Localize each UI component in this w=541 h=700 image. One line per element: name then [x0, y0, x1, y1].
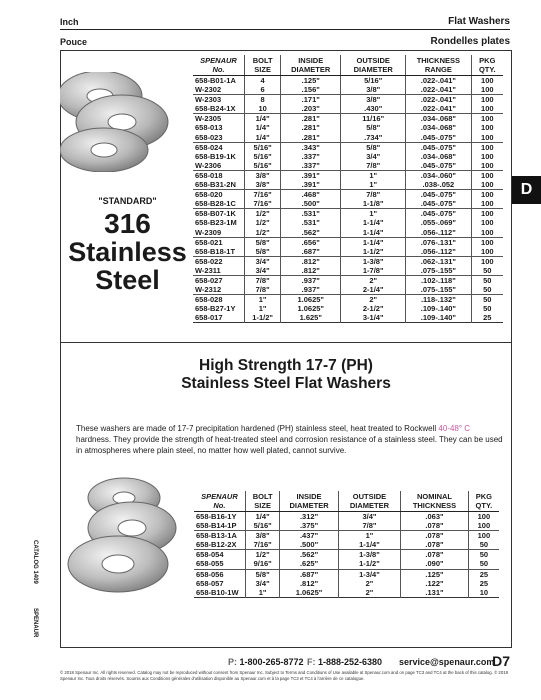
table-cell: 3/4" [245, 579, 280, 588]
header-top [60, 14, 510, 30]
table-high-strength-washers [194, 491, 499, 598]
column-header: OUTSIDE DIAMETER [341, 55, 406, 76]
table-cell: .109-.140" [406, 304, 471, 313]
table-cell: 11/16" [341, 114, 406, 124]
table-cell: 1/2" [245, 228, 281, 238]
table-cell: 1/2" [245, 550, 280, 560]
table-row [193, 313, 503, 323]
table-cell: 100 [471, 114, 503, 124]
table-cell: .375" [280, 521, 338, 531]
table-row [193, 285, 503, 295]
table-cell: 5/8" [245, 237, 281, 247]
table-cell: .045-.075" [406, 199, 471, 209]
column-header: BOLT SIZE [245, 491, 280, 512]
table-cell: .034-.060" [406, 170, 471, 180]
table-cell: 7/16" [245, 199, 281, 209]
table-cell: 7/8" [341, 161, 406, 171]
table-cell: 1-1/4" [338, 540, 401, 550]
table-row [193, 199, 503, 209]
table-cell: .131" [401, 588, 469, 598]
part-number: 658-018 [193, 170, 245, 180]
table-cell: .281" [281, 123, 341, 132]
header-inch: Inch [60, 17, 79, 27]
table-cell: 2-1/2" [341, 304, 406, 313]
table-cell: .281" [281, 133, 341, 143]
table-cell: .531" [281, 209, 341, 219]
table-cell: 5/16" [245, 152, 281, 161]
table-cell: 1" [341, 170, 406, 180]
table-cell: 100 [471, 76, 503, 86]
table-cell: 3/8" [245, 180, 281, 190]
table-cell: 5/16" [245, 161, 281, 171]
table-cell: 1" [245, 295, 281, 305]
table-row [193, 161, 503, 171]
table-cell: .045-.075" [406, 142, 471, 152]
table-row [194, 588, 499, 598]
table-cell: 1-1/4" [341, 218, 406, 227]
table-cell: 5/8" [245, 247, 281, 257]
table-cell: .034-.068" [406, 123, 471, 132]
table-cell: .687" [281, 247, 341, 257]
high-strength-description [76, 423, 506, 456]
column-header: THICKNESS RANGE [406, 55, 471, 76]
table-cell: 1/4" [245, 133, 281, 143]
table-row [193, 123, 503, 132]
part-number: 658-B01-1A [193, 76, 245, 86]
high-strength-washers-image [66, 476, 186, 594]
stainless-washers-image [60, 72, 178, 172]
table-row [193, 275, 503, 285]
table-row [193, 247, 503, 257]
table-cell: 1-1/2" [338, 559, 401, 569]
column-header: PKG QTY. [468, 491, 499, 512]
table-cell: .122" [401, 579, 469, 588]
fax-number: 1-888-252-6380 [318, 657, 383, 667]
table-cell: 2" [341, 295, 406, 305]
column-header: PKG QTY. [471, 55, 503, 76]
table-cell: .203" [281, 104, 341, 114]
table-cell: .062-.131" [406, 256, 471, 266]
table-cell: 50 [471, 275, 503, 285]
table-cell: 100 [481, 104, 494, 114]
table-cell: .812" [281, 256, 341, 266]
table-row [193, 76, 503, 86]
part-number: W-2306 [193, 161, 245, 171]
part-number: 658-024 [193, 142, 245, 152]
table-cell: .500" [280, 540, 338, 550]
table-cell: 100 [481, 123, 494, 133]
table-row [193, 104, 503, 114]
column-header: NOMINAL THICKNESS [401, 491, 469, 512]
table-cell: 3/8" [245, 531, 280, 541]
table-cell: 3/4" [245, 266, 281, 276]
table-row [193, 209, 503, 219]
table-cell: 1-3/4" [338, 569, 401, 579]
table-cell: 100 [481, 151, 494, 161]
table-cell: 7/8" [245, 285, 281, 295]
desc-part-a: These washers are made of 17-7 precipitation hardened (PH) stainless steel, heat treated to Rockwell [76, 424, 439, 433]
table-row [193, 218, 503, 227]
table-cell: 50 [483, 285, 492, 295]
table-cell: 5/8" [341, 123, 406, 132]
table-row [193, 142, 503, 152]
table-cell: 1/2" [245, 218, 281, 227]
table-row [193, 114, 503, 124]
table-cell: 4 [245, 76, 281, 86]
table-cell: 1.0625" [280, 588, 338, 598]
part-number: 658-B16-1Y [194, 512, 245, 522]
table-cell: 100 [471, 142, 503, 152]
part-number: 658-B28-1C [193, 199, 245, 209]
part-number: 658-B23-1M [193, 218, 245, 227]
table-cell: .125" [401, 569, 469, 579]
phone-contact[interactable] [228, 657, 304, 667]
section-tab[interactable]: D [512, 176, 541, 204]
table-cell: 1/2" [245, 209, 281, 219]
table-cell: 1" [341, 209, 406, 219]
table-cell: 50 [479, 559, 489, 569]
part-number: 658-B14-1P [194, 521, 245, 531]
table-cell: 1-1/2" [341, 247, 406, 257]
table-cell: .063" [401, 512, 469, 522]
high-strength-title-line1: High Strength 17-7 (PH) [199, 357, 373, 374]
table-row [194, 559, 499, 569]
part-number: W-2309 [193, 228, 245, 238]
table-cell: .109-.140" [406, 313, 471, 323]
table-cell: 100 [477, 521, 491, 531]
table-cell: 1-1/2" [245, 313, 281, 323]
catalog-number: CATALOG 1409 [32, 540, 38, 584]
part-number: 658-013 [193, 123, 245, 132]
table-316-washers [193, 55, 503, 323]
table-cell: .337" [281, 161, 341, 171]
copyright-fine-print: © 2018 Spenaur Inc. All rights reserved. Catalog may not be reproduced without consent from Spenaur Inc. Subject to Terms and Conditions of Use available at Spenaur.com and on page TC3 and TC4 at the back of this catalog. © 2018 Spenaur Inc. Tous droits réservés. Soumis aux Conditions générales d’utilisation disponible au Spenaur.com et à la page TC3 et TC4 à l’arrière de ce catalogue. [60, 670, 508, 681]
table-cell: .312" [280, 512, 338, 522]
table-cell: 8 [245, 95, 281, 105]
table-cell: 5/16" [245, 142, 281, 152]
table-cell: .812" [281, 266, 341, 276]
table-cell: 1-1/8" [341, 199, 406, 209]
table-row [194, 540, 499, 550]
table-cell: 50 [483, 265, 492, 275]
table-cell: 3/8" [341, 85, 406, 95]
table-cell: .045-.075" [406, 209, 471, 219]
table-cell: .078" [401, 550, 469, 560]
section-divider [60, 342, 512, 343]
table-cell: .045-.075" [406, 161, 471, 171]
table-cell: 50 [479, 540, 489, 550]
part-number: W-2305 [193, 114, 245, 124]
table-cell: .437" [280, 531, 338, 541]
part-number: 658-055 [194, 559, 245, 569]
table-cell: .022-.041" [406, 95, 471, 105]
table-cell: 1-3/8" [341, 256, 406, 266]
table-cell: 7/8" [338, 521, 401, 531]
table-row [194, 550, 499, 560]
table-cell: .468" [281, 190, 341, 200]
table-cell: .034-.068" [406, 152, 471, 161]
table-cell: 1-7/8" [341, 266, 406, 276]
part-number: 658-057 [194, 579, 245, 588]
material-line1: Stainless [68, 237, 187, 267]
table-cell: 7/8" [341, 190, 406, 200]
grade-number: 316 [104, 208, 151, 239]
material-line2: Steel [95, 265, 160, 295]
table-cell: 2" [338, 588, 401, 598]
table-cell: 100 [471, 209, 503, 219]
part-number: 658-023 [193, 133, 245, 143]
table-cell: 100 [481, 246, 494, 256]
table-cell: 3/4" [338, 512, 401, 522]
high-strength-title-line2: Stainless Steel Flat Washers [181, 375, 391, 392]
table-cell: 100 [481, 85, 494, 95]
table-row [193, 256, 503, 266]
high-strength-title [60, 357, 512, 393]
table-cell: .281" [281, 114, 341, 124]
table-cell: .812" [280, 579, 338, 588]
table-cell: 1" [245, 304, 281, 313]
table-cell: 3-1/4" [341, 313, 406, 323]
table-cell: .038-.052 [406, 180, 471, 190]
table-cell: 1-1/4" [341, 237, 406, 247]
header-flat-washers: Flat Washers [448, 16, 510, 27]
table-cell: 1" [341, 180, 406, 190]
table-row [193, 180, 503, 190]
table-cell: .045-.075" [406, 133, 471, 143]
email-link[interactable]: service@spenaur.com [399, 657, 495, 667]
part-number: 658-B13-1A [194, 531, 245, 541]
fax-label: F: [307, 657, 316, 667]
table-cell: 100 [471, 170, 503, 180]
table-cell: 2" [341, 275, 406, 285]
table-cell: 7/8" [245, 275, 281, 285]
column-header: INSIDE DIAMETER [281, 55, 341, 76]
part-number: 658-B27-1Y [193, 304, 245, 313]
table-cell: .078" [401, 531, 469, 541]
table-cell: .337" [281, 152, 341, 161]
column-header: OUTSIDE DIAMETER [338, 491, 401, 512]
table-cell: .078" [401, 540, 469, 550]
table-cell: .500" [281, 199, 341, 209]
table-cell: 7/16" [245, 190, 281, 200]
table-cell: .055-.069" [406, 218, 471, 227]
part-number: 658-020 [193, 190, 245, 200]
table-cell: 1-1/4" [341, 228, 406, 238]
table-cell: 25 [483, 313, 492, 323]
table-cell: .022-.041" [406, 104, 471, 114]
table-cell: 1.625" [281, 313, 341, 323]
table-cell: .430" [341, 104, 406, 114]
part-number: 658-021 [193, 237, 245, 247]
table-cell: 10 [245, 104, 281, 114]
table-cell: .022-.041" [406, 76, 471, 86]
part-number: 658-B10-1W [194, 588, 245, 598]
part-number: 658-B19-1K [193, 152, 245, 161]
table-cell: .090" [401, 559, 469, 569]
table-cell: 25 [468, 569, 499, 579]
table-cell: 50 [483, 304, 492, 314]
side-brand: SPENAUR [32, 608, 38, 638]
table-row [193, 304, 503, 313]
table-cell: .937" [281, 285, 341, 295]
table-row [193, 266, 503, 276]
part-number: 658-022 [193, 256, 245, 266]
table-row [193, 152, 503, 161]
table-cell: .076-.131" [406, 237, 471, 247]
table-cell: 1-3/8" [338, 550, 401, 560]
table-cell: 3/8" [245, 170, 281, 180]
header-bottom [60, 34, 510, 48]
table-cell: .156" [281, 85, 341, 95]
part-number: W-2302 [193, 85, 245, 95]
table-cell: 100 [471, 95, 503, 105]
table-cell: 100 [481, 218, 494, 228]
table-row [194, 521, 499, 531]
table-cell: .562" [280, 550, 338, 560]
table-cell: 1" [338, 531, 401, 541]
table-cell: .118-.132" [406, 295, 471, 305]
table-cell: 3/8" [341, 95, 406, 105]
fax-contact[interactable] [307, 657, 382, 667]
part-number: W-2311 [193, 266, 245, 276]
table-cell: .687" [280, 569, 338, 579]
table-cell: .391" [281, 180, 341, 190]
part-number: 658-B24-1X [193, 104, 245, 114]
table-cell: .531" [281, 218, 341, 227]
table-cell: 50 [468, 550, 499, 560]
table-cell: 100 [481, 227, 494, 237]
table-row [194, 579, 499, 588]
part-number: 658-B18-1T [193, 247, 245, 257]
part-number: 658-027 [193, 275, 245, 285]
table-row [193, 237, 503, 247]
table-cell: .734" [341, 133, 406, 143]
table-cell: .937" [281, 275, 341, 285]
table-row [193, 190, 503, 200]
table-cell: 100 [471, 190, 503, 200]
table-cell: 100 [471, 237, 503, 247]
column-header: BOLT SIZE [245, 55, 281, 76]
table-cell: 100 [481, 160, 494, 170]
table-cell: 6 [245, 85, 281, 95]
part-number: 658-B31-2N [193, 180, 245, 190]
table-cell: 25 [479, 578, 489, 588]
table-cell: 2" [338, 579, 401, 588]
table-cell: 100 [468, 531, 499, 541]
part-number: 658-054 [194, 550, 245, 560]
table-cell: .045-.075" [406, 190, 471, 200]
table-row [193, 295, 503, 305]
part-number: 658-056 [194, 569, 245, 579]
table-cell: .056-.112" [406, 247, 471, 257]
table-cell: 5/16" [245, 521, 280, 531]
table-cell: .656" [281, 237, 341, 247]
table-cell: .078" [401, 521, 469, 531]
table-cell: 2-1/4" [341, 285, 406, 295]
table-cell: .562" [281, 228, 341, 238]
table-row [194, 531, 499, 541]
table-cell: .075-.155" [406, 285, 471, 295]
table-cell: 3/4" [245, 256, 281, 266]
part-number: W-2312 [193, 285, 245, 295]
table-cell: 100 [471, 256, 503, 266]
table-cell: 3/4" [341, 152, 406, 161]
page-number: D7 [492, 653, 510, 669]
table-row [194, 512, 499, 522]
part-number: 658-017 [193, 313, 245, 323]
table-cell: 100 [481, 132, 494, 142]
table-row [194, 569, 499, 579]
column-header: INSIDE DIAMETER [280, 491, 338, 512]
part-number: 658-B12-2X [194, 540, 245, 550]
table-row [193, 170, 503, 180]
column-header: SPENAUR No. [193, 55, 245, 76]
table-cell: 1.0625" [281, 304, 341, 313]
table-cell: 100 [477, 512, 491, 521]
table-row [193, 85, 503, 95]
table-cell: 5/8" [341, 142, 406, 152]
part-number: W-2303 [193, 95, 245, 105]
phone-label: P: [228, 657, 237, 667]
table-cell: .391" [281, 170, 341, 180]
table-cell: .075-.155" [406, 266, 471, 276]
table-row [193, 228, 503, 238]
table-cell: 1/4" [245, 114, 281, 124]
table-cell: .034-.068" [406, 114, 471, 124]
table-cell: .625" [280, 559, 338, 569]
column-header: SPENAUR No. [194, 491, 245, 512]
table-cell: 50 [471, 295, 503, 305]
part-number: 658-B07-1K [193, 209, 245, 219]
table-cell: 5/8" [245, 569, 280, 579]
table-cell: 1/4" [245, 123, 281, 132]
standard-316-label [60, 196, 195, 294]
header-rondelles: Rondelles plates [430, 36, 510, 47]
table-cell: 9/16" [245, 559, 280, 569]
table-cell: 1/4" [245, 512, 280, 522]
table-cell: .125" [281, 76, 341, 86]
table-cell: .022-.041" [406, 85, 471, 95]
table-cell: 100 [481, 199, 494, 209]
table-cell: 7/16" [245, 540, 280, 550]
table-cell: 1" [245, 588, 280, 598]
part-number: 658-028 [193, 295, 245, 305]
rockwell-hardness: 40-48° C [438, 424, 471, 433]
table-row [193, 95, 503, 105]
phone-number: 1-800-265-8772 [239, 657, 304, 667]
table-cell: .056-.112" [406, 228, 471, 238]
table-cell: 5/16" [341, 76, 406, 86]
table-row [193, 133, 503, 143]
standard-tag: "STANDARD" [98, 196, 157, 206]
header-pouce: Pouce [60, 37, 88, 47]
desc-part-b: hardness. They provide the strength of heat-treated steel and corrosion resistance of a stainless steel. They can be used in atmospheres where plain steel, no matter how well plated, cannot survive. [76, 435, 503, 455]
table-cell: 10 [479, 587, 489, 597]
table-cell: .171" [281, 95, 341, 105]
table-cell: 100 [481, 180, 494, 190]
table-cell: .102-.118" [406, 275, 471, 285]
table-cell: 1.0625" [281, 295, 341, 305]
table-cell: .343" [281, 142, 341, 152]
